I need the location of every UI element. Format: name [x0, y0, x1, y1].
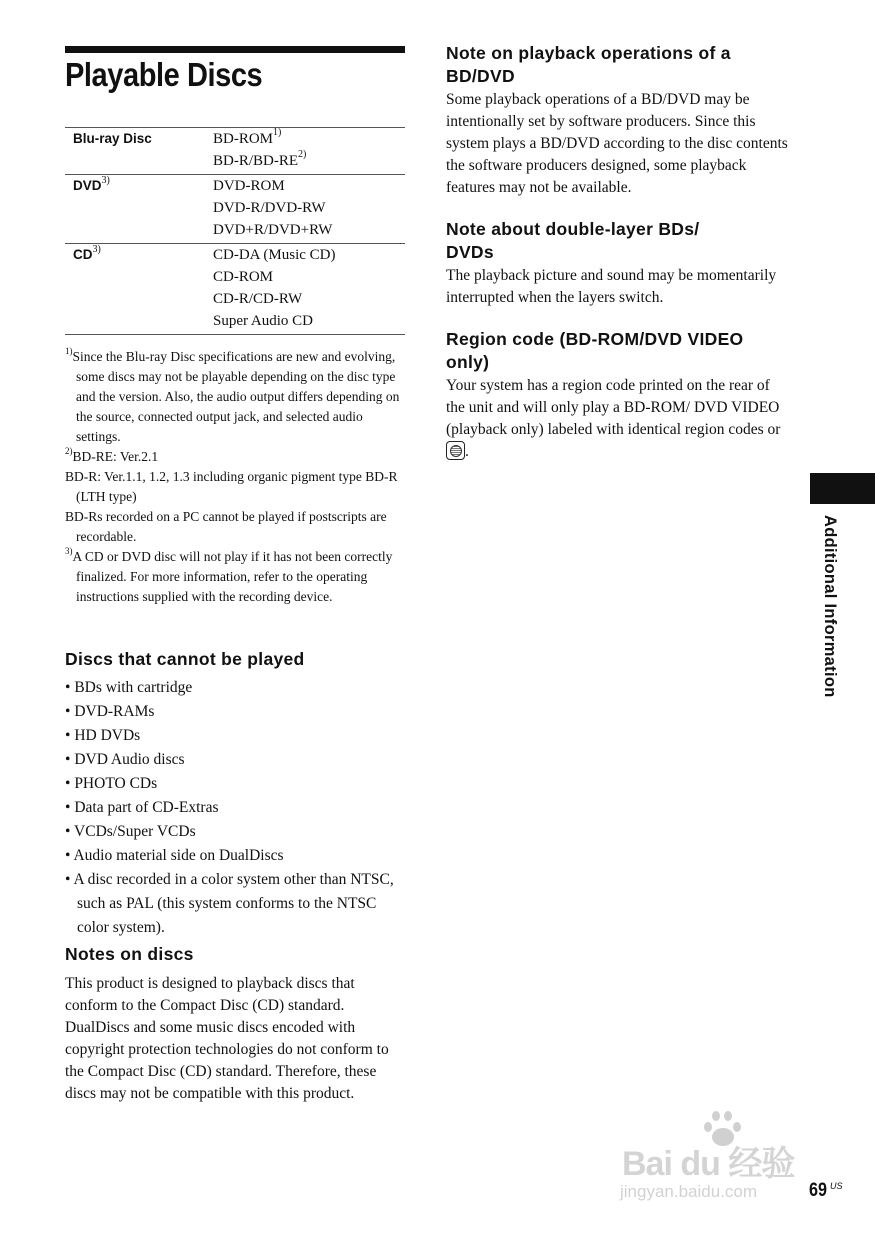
list-item: • DVD Audio discs [65, 748, 410, 772]
watermark-url: jingyan.baidu.com [620, 1182, 758, 1201]
footnote-text: BD-Rs recorded on a PC cannot be played if postscripts are recordable. [65, 509, 387, 544]
footnote-text: Since the Blu-ray Disc specifications are new and evolving, some discs may not be playable depending on the disc type and the version. Also, the audio output differs depending on the source, connected output jack, and selected audio settings. [72, 349, 400, 444]
section-heading: Note about double-layer BDs/ DVDs [446, 219, 700, 262]
disc-type-cell [65, 175, 213, 244]
disc-formats-cell [213, 244, 405, 335]
footnote-text: BD-RE: Ver.2.1 [72, 449, 159, 464]
disc-type: CD [73, 247, 93, 262]
disc-format-text: BD-R/BD-RE [213, 153, 299, 169]
footnote-line [65, 545, 410, 607]
footnote-line [65, 507, 410, 547]
section-heading: Note on playback operations of a BD/DVD [446, 43, 731, 86]
disc-format [213, 266, 405, 288]
disc-table-row [65, 244, 405, 335]
list-item: • Audio material side on DualDiscs [65, 844, 410, 868]
disc-format-text: DVD+R/DVD+RW [213, 222, 333, 238]
disc-table-row [65, 128, 405, 175]
section-cannot-play [65, 649, 410, 940]
footnote-mark: 3) [65, 545, 73, 556]
list-item: • DVD-RAMs [65, 700, 410, 724]
footnote-line [65, 467, 410, 507]
section-body [446, 375, 781, 463]
footnote [65, 447, 410, 547]
footnote-line [65, 445, 410, 467]
list-item: • Data part of CD-Extras [65, 796, 410, 820]
disc-type-cell [65, 128, 213, 175]
disc-format-text: CD-ROM [213, 269, 274, 285]
footnote-mark: 1) [65, 345, 73, 356]
disc-format [213, 175, 405, 197]
list-item: • PHOTO CDs [65, 772, 410, 796]
side-section-label: Additional Information [821, 515, 839, 698]
disc-formats-cell [213, 128, 405, 175]
footnote-ref: 1) [273, 127, 282, 138]
disc-format-text: BD-ROM [213, 131, 274, 147]
section-body: This product is designed to playback discs that conform to the Compact Disc (CD) standard. DualDiscs and some music discs encoded with copyright protection technologies do not conform to the Compact Disc (CD) standard. Therefore, these discs may not be compatible with this product. [65, 975, 389, 1102]
footnote-line [65, 345, 410, 447]
region-all-icon [446, 441, 465, 460]
page-title: Playable Discs [65, 56, 263, 93]
footnote-text: A CD or DVD disc will not play if it has not been correctly finalized. For more information, refer to the operating instructions supplied with the recording device. [72, 549, 393, 604]
disc-format-text: DVD-R/DVD-RW [213, 200, 326, 216]
list-item: • HD DVDs [65, 724, 410, 748]
footnote-ref: 3) [92, 243, 101, 255]
disc-format [213, 310, 405, 332]
footnote-ref: 3) [101, 174, 110, 186]
disc-format [213, 244, 405, 266]
disc-format-text: Super Audio CD [213, 313, 314, 329]
region-text-end: . [465, 443, 469, 460]
section-body: The playback picture and sound may be momentarily interrupted when the layers switch. [446, 267, 777, 306]
disc-format [213, 128, 405, 150]
title-rule [65, 46, 405, 53]
table-footnotes [65, 347, 410, 607]
disc-formats-cell [213, 175, 405, 244]
page-number-suffix: US [830, 1181, 843, 1191]
section-heading: Notes on discs [65, 944, 194, 964]
cannot-play-list [65, 676, 410, 940]
footnote-ref: 2) [298, 149, 307, 160]
disc-format [213, 288, 405, 310]
page-number: 69 [809, 1180, 827, 1201]
disc-type: DVD [73, 178, 102, 193]
section-double-layer [446, 218, 791, 309]
baidu-watermark [618, 1108, 838, 1208]
section-notes-on-discs [65, 944, 410, 1105]
disc-format-text: CD-R/CD-RW [213, 291, 303, 307]
disc-format [213, 219, 405, 241]
section-tab-marker [810, 473, 875, 504]
region-text: Your system has a region code printed on the rear of the unit and will only play a BD-ROM/ DVD VIDEO (playback only) labeled with identical region codes or [446, 377, 781, 438]
footnote-mark: 2) [65, 445, 73, 456]
list-item: • A disc recorded in a color system other than NTSC, such as PAL (this system conforms to the NTSC color system). [65, 868, 410, 940]
disc-type-cell [65, 244, 213, 335]
footnote-text: BD-R: Ver.1.1, 1.2, 1.3 including organic pigment type BD-R (LTH type) [65, 469, 398, 504]
disc-table-row [65, 175, 405, 244]
disc-format [213, 150, 405, 172]
footnote [65, 547, 410, 607]
list-item: • VCDs/Super VCDs [65, 820, 410, 844]
disc-type: Blu-ray Disc [73, 131, 152, 146]
list-item: • BDs with cartridge [65, 676, 410, 700]
section-heading: Region code (BD-ROM/DVD VIDEO only) [446, 329, 744, 372]
section-region-code [446, 328, 791, 463]
playable-discs-table [65, 127, 405, 335]
section-heading: Discs that cannot be played [65, 649, 305, 669]
footnote [65, 347, 410, 447]
disc-format [213, 197, 405, 219]
disc-format-text: CD-DA (Music CD) [213, 247, 336, 263]
section-body: Some playback operations of a BD/DVD may be intentionally set by software producers. Since this system plays a BD/DVD according to the disc contents the software producers designed, some playback features may not be available. [446, 91, 788, 196]
section-playback-operations [446, 42, 791, 199]
watermark-brand: Bai du 经验 [622, 1145, 795, 1183]
disc-format-text: DVD-ROM [213, 178, 285, 194]
